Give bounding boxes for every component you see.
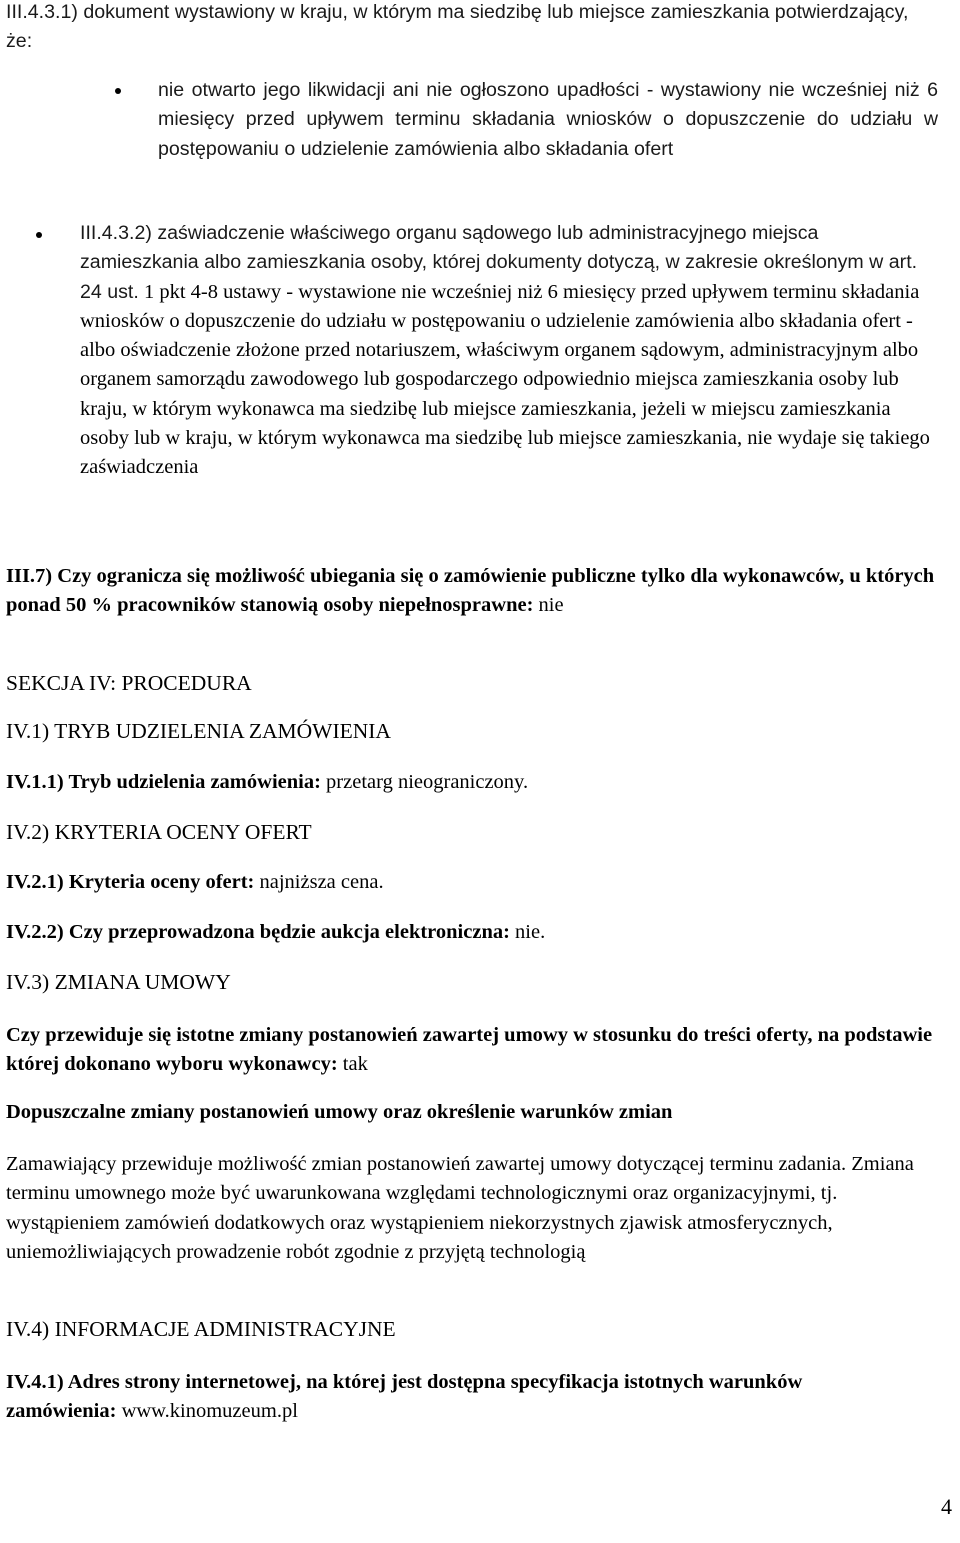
iv41-row	[6, 1368, 890, 1427]
iv3-heading: IV.3) ZMIANA UMOWY	[6, 970, 231, 994]
page-number: 4	[941, 1494, 952, 1519]
section-3-7-question: III.7) Czy ogranicza się możliwość ubiegania się o zamówienie publiczne tylko dla wykonawców, u których ponad 50 % pracowników stanowią osoby niepełnosprawne:	[6, 565, 935, 617]
iv22-label: IV.2.2) Czy przeprowadzona będzie aukcja elektroniczna:	[6, 921, 510, 943]
iv2-heading: IV.2) KRYTERIA OCENY OFERT	[6, 820, 312, 844]
item-3-2-text	[80, 219, 930, 483]
iv21-label: IV.2.1) Kryteria oceny ofert:	[6, 871, 255, 893]
iv11-row	[6, 771, 954, 794]
iv4-heading: IV.4) INFORMACJE ADMINISTRACYJNE	[6, 1317, 396, 1341]
iv1-heading: IV.1) TRYB UDZIELENIA ZAMÓWIENIA	[6, 719, 391, 743]
iv3-question: Czy przewiduje się istotne zmiany postanowień zawartej umowy w stosunku do treści oferty, na podstawie której dokonano wyboru wykonawcy:	[6, 1024, 933, 1076]
item-3-1-bullet: nie otwarto jego likwidacji ani nie ogłoszono upadłości - wystawiony nie wcześniej niż 6 miesięcy przed upływem terminu składania wniosków o dopuszczenie do udziału w postępowaniu o udzielenie zamówienia albo składania ofert	[158, 79, 938, 160]
bullet-icon	[36, 232, 42, 238]
iv22-value: nie.	[509, 921, 546, 943]
iv21-row	[6, 871, 954, 894]
section-3-7-answer: nie	[538, 594, 564, 617]
section-iv-title: SEKCJA IV: PROCEDURA	[6, 671, 252, 695]
section-3-7	[6, 562, 940, 621]
iv21-value: najniższa cena.	[254, 871, 384, 893]
item-3-1-header: III.4.3.1) dokument wystawiony w kraju, w którym ma siedzibę lub miejsce zamieszkania potwierdzający, że:	[6, 1, 909, 53]
iv11-value: przetarg nieograniczony.	[320, 771, 529, 793]
item-3-2-serif-part: 1 pkt 4-8 ustawy - wystawione nie wcześniej niż 6 miesięcy przed upływem terminu składania wniosków o dopuszczenie do udziału w postępowaniu o udzielenie zamówienia albo składania ofert - albo oświadczenie złożone przed notariuszem, właściwym organem sądowym, administracyjnym albo organem samorządu zawodowego lub gospodarczego odpowiednio miejsca zamieszkania osoby lub kraju, w którym wykonawca ma siedzibę lub miejsce zamieszkania, jeżeli w miejscu zamieszkania osoby lub w kraju, w którym wykonawca ma siedzibę lub miejsce zamieszkania, nie wydaje się takiego zaświadczenia	[80, 280, 930, 479]
iv11-label: IV.1.1) Tryb udzielenia zamówienia:	[6, 771, 321, 793]
iv41-label: IV.4.1) Adres strony internetowej, na której jest dostępna specyfikacja istotnych warunków zamówienia:	[6, 1371, 803, 1423]
iv41-value: www.kinomuzeum.pl	[116, 1400, 298, 1423]
iv22-row	[6, 921, 954, 944]
iv3-sub-heading: Dopuszczalne zmiany postanowień umowy oraz określenie warunków zmian	[6, 1101, 673, 1123]
item-3-2-sans-part: III.4.3.2) zaświadczenie właściwego organu sądowego lub administracyjnego miejsca zamieszkania albo zamieszkania osoby, której dokumenty dotyczą, w zakresie określonym w art. 24 ust.	[80, 222, 918, 303]
iv3-answer: tak	[337, 1053, 368, 1076]
bullet-icon	[115, 88, 121, 94]
iv3-question-row	[6, 1021, 940, 1080]
iv3-body: Zamawiający przewiduje możliwość zmian postanowień zawartej umowy dotyczącej terminu zadania. Zmiana terminu umownego może być uwarunkowana względami technologicznymi oraz organizacyjnymi, tj. wystąpieniem zamówień dodatkowych oraz wystąpieniem niekorzystnych zjawisk atmosferycznych, uniemożliwiających prowadzenie robót zgodnie z przyjętą technologią	[6, 1153, 914, 1263]
